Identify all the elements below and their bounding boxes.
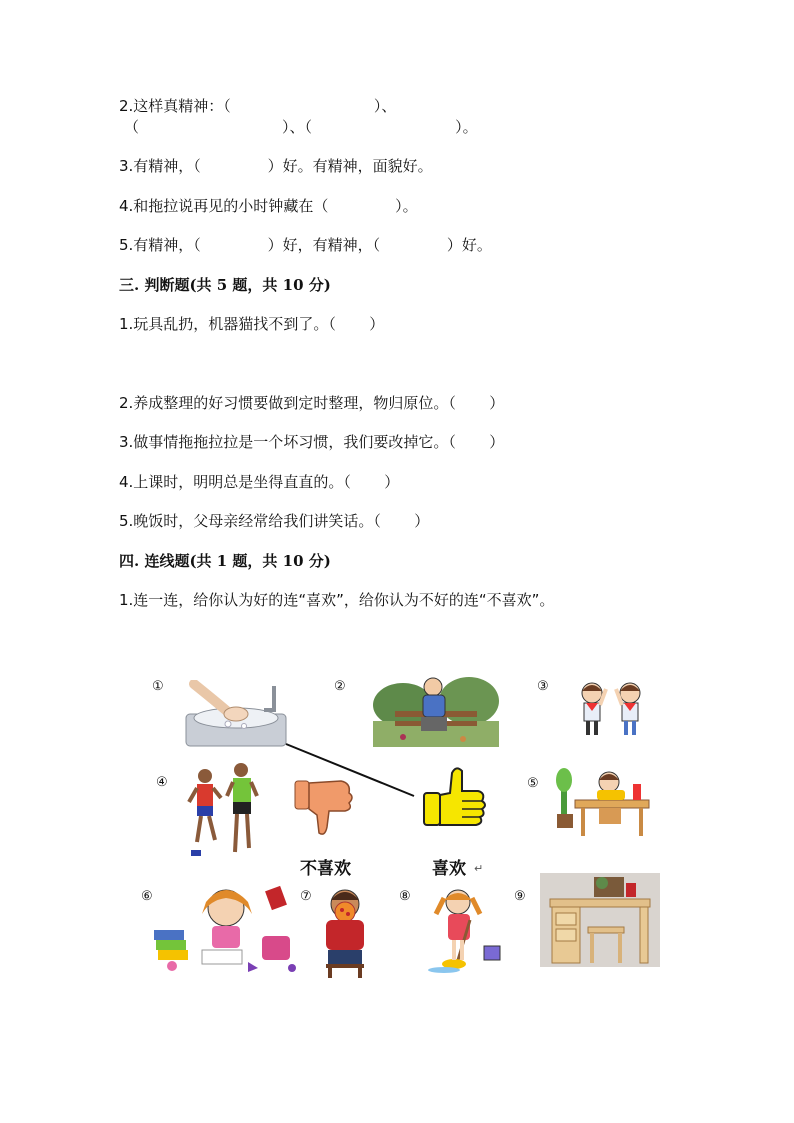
littering-man-image xyxy=(373,671,499,747)
fill-in-q5: 5.有精神，（ ）好，有精神，（ ）好。 xyxy=(119,236,492,254)
dislike-label: 不喜欢 xyxy=(300,859,351,879)
girl-sweeping-image xyxy=(424,884,504,974)
fill-in-q3: 3.有精神，（ ）好。有精神，面貌好。 xyxy=(119,157,433,175)
messy-room-child-image xyxy=(152,880,302,974)
washing-hands-image xyxy=(184,680,290,750)
paragraph-mark-icon: ↵ xyxy=(474,862,484,875)
saluting-kids-image xyxy=(570,679,654,739)
boy-eating-image xyxy=(316,886,374,980)
match-number-2: ② xyxy=(334,679,346,694)
match-number-8: ⑧ xyxy=(399,889,411,904)
match-number-7: ⑦ xyxy=(300,889,312,904)
judge-item-3: 3.做事情拖拖拉拉是一个坏习惯，我们要改掉它。（ ） xyxy=(119,433,505,451)
fill-in-q2-line2: （ ）、（ ）。 xyxy=(124,118,478,136)
match-number-1: ① xyxy=(152,679,164,694)
match-number-9: ⑨ xyxy=(514,889,526,904)
match-number-4: ④ xyxy=(156,775,168,790)
connection-line xyxy=(284,740,418,800)
match-number-5: ⑤ xyxy=(527,776,539,791)
runners-image xyxy=(183,762,263,864)
like-label: 喜欢 xyxy=(432,859,466,879)
matching-instruction: 1.连一连，给你认为好的连“喜欢”，给你认为不好的连“不喜欢”。 xyxy=(119,591,555,609)
thumbs-up-icon xyxy=(422,765,488,831)
match-number-6: ⑥ xyxy=(141,889,153,904)
judge-item-5: 5.晚饭时，父母亲经常给我们讲笑话。（ ） xyxy=(119,512,430,530)
judge-item-2: 2.养成整理的好习惯要做到定时整理，物归原位。（ ） xyxy=(119,394,505,412)
judge-item-1: 1.玩具乱扔，机器猫找不到了。（ ） xyxy=(119,315,385,333)
match-number-3: ③ xyxy=(537,679,549,694)
tidy-desk-image xyxy=(540,873,660,967)
sleeping-at-desk-image xyxy=(555,764,651,840)
judge-item-4: 4.上课时，明明总是坐得直直的。（ ） xyxy=(119,473,400,491)
section4-heading: 四. 连线题(共 1 题，共 10 分) xyxy=(119,552,331,570)
section3-heading: 三. 判断题(共 5 题，共 10 分) xyxy=(119,276,331,294)
fill-in-q4: 4.和拖拉说再见的小时钟藏在（ ）。 xyxy=(119,197,418,215)
fill-in-q2-line1: 2.这样真精神：（ ）、 xyxy=(119,97,397,115)
